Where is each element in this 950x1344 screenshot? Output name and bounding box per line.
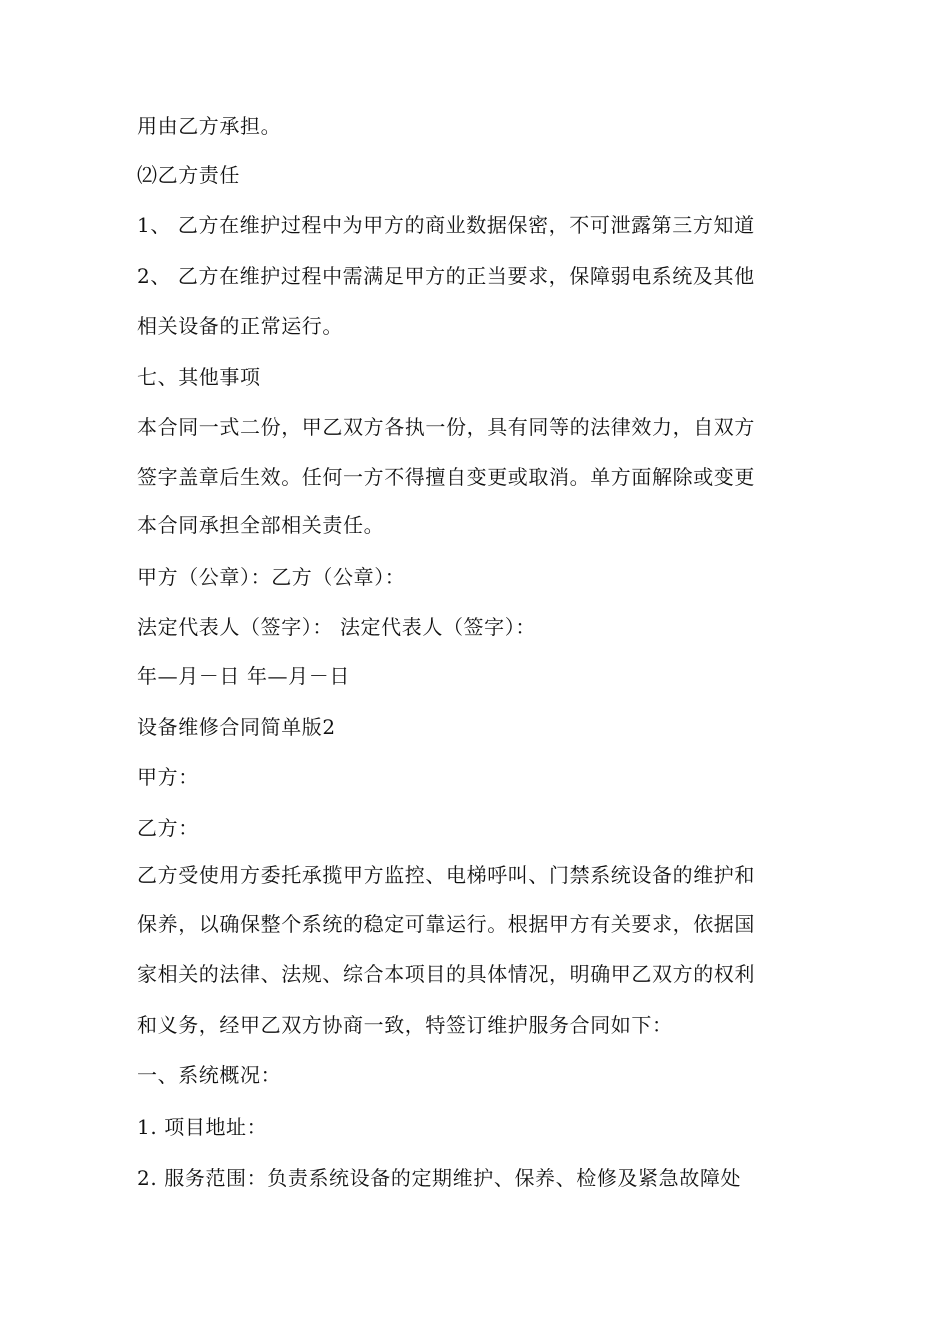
section-heading: 七、其他事项 bbox=[137, 365, 261, 389]
paragraph-line: 相关设备的正常运行。 bbox=[137, 314, 343, 338]
party-b-line: 乙方： bbox=[137, 816, 199, 840]
list-item: 1. 项目地址： bbox=[137, 1115, 268, 1139]
paragraph-line: 签字盖章后生效。任何一方不得擅自变更或取消。单方面解除或变更 bbox=[137, 465, 755, 489]
paragraph-line: 1、 乙方在维护过程中为甲方的商业数据保密，不可泄露第三方知道 bbox=[137, 213, 755, 237]
paragraph-line: 家相关的法律、法规、综合本项目的具体情况，明确甲乙双方的权利 bbox=[137, 962, 755, 986]
list-item: 2. 服务范围：负责系统设备的定期维护、保养、检修及紧急故障处 bbox=[137, 1166, 742, 1190]
signature-line: 甲方（公章）：乙方（公章）： bbox=[137, 565, 406, 589]
document-title: 设备维修合同简单版2 bbox=[137, 715, 336, 739]
paragraph-line: 本合同一式二份，甲乙双方各执一份，具有同等的法律效力，自双方 bbox=[137, 415, 755, 439]
paragraph-line: 用由乙方承担。 bbox=[137, 114, 282, 138]
section-heading: ⑵乙方责任 bbox=[137, 163, 240, 187]
paragraph-line: 和义务，经甲乙双方协商一致，特签订维护服务合同如下： bbox=[137, 1013, 673, 1037]
date-line: 年—月－日 年—月－日 bbox=[137, 664, 350, 688]
paragraph-line: 乙方受使用方委托承揽甲方监控、电梯呼叫、门禁系统设备的维护和 bbox=[137, 863, 755, 887]
paragraph-line: 保养，以确保整个系统的稳定可靠运行。根据甲方有关要求，依据国 bbox=[137, 912, 755, 936]
paragraph-line: 2、 乙方在维护过程中需满足甲方的正当要求，保障弱电系统及其他 bbox=[137, 264, 755, 288]
section-heading: 一、系统概况： bbox=[137, 1063, 282, 1087]
signature-line: 法定代表人（签字）： 法定代表人（签字）： bbox=[137, 615, 536, 639]
party-a-line: 甲方： bbox=[137, 765, 199, 789]
paragraph-line: 本合同承担全部相关责任。 bbox=[137, 513, 385, 537]
